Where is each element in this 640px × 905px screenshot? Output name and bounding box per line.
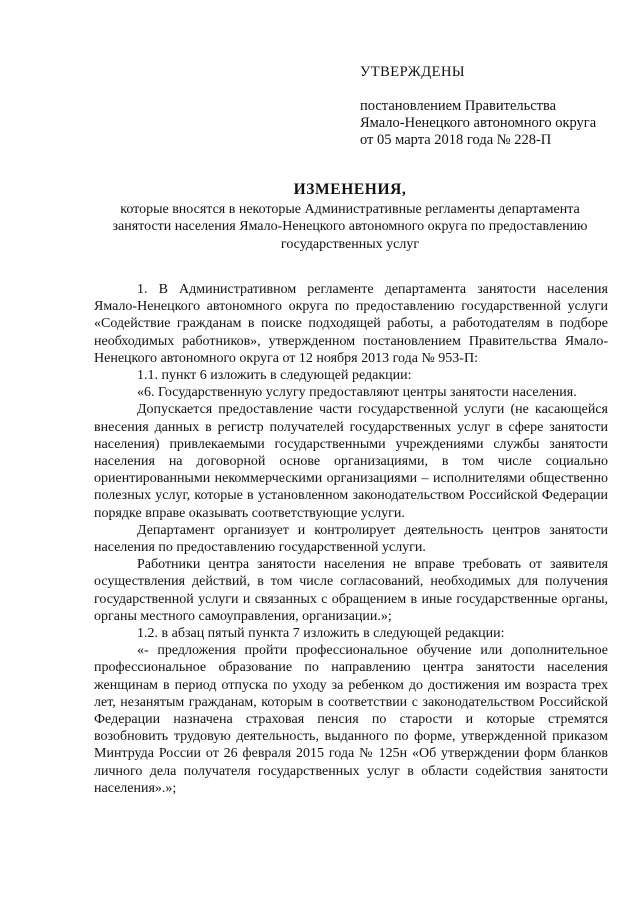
- paragraph-7: 1.2. в абзац пятый пункта 7 изложить в следующей редакции:: [137, 626, 505, 642]
- approval-line-3: от 05 марта 2018 года № 228-П: [360, 132, 552, 148]
- approval-line-2: Ямало-Ненецкого автономного округа: [360, 115, 597, 131]
- paragraph-8: «- предложения пройти профессиональное обучение или дополнительное профессиональное образование по направлению центра занятости населения женщинам в период отпуска по уходу за ребенком до достижения им возраста трех лет, незанятым гражданам, которым в соответствии с законодательством Российской Федерации назначена страховая пенсия по старости и которые стремятся возобновить трудовую деятельность, выданного по форме, утвержденной приказом Минтруда России от 26 февраля 2015 года № 125н «Об утверждении форм бланков личного дела получателя государственных услуг в области содействия занятости населения».»;: [94, 643, 608, 796]
- document-header: [100, 181, 600, 253]
- paragraph-2: 1.1. пункт 6 изложить в следующей редакции:: [137, 368, 412, 384]
- approval-title: УТВЕРЖДЕНЫ: [360, 64, 466, 80]
- approval-line-1: постановлением Правительства: [360, 98, 557, 114]
- document-subtitle: которые вносятся в некоторые Административные регламенты департамента занятости населения Ямало-Ненецкого автономного округа по предоставлению государственных услуг: [112, 201, 588, 252]
- approval-block: [360, 64, 620, 149]
- document-body: [94, 281, 608, 797]
- paragraph-4: Допускается предоставление части государственной услуги (не касающейся внесения данных в регистр получателей государственных услуг в сфере занятости населения) привлекаемыми государственными учреждениями службы занятости населения на договорной основе организациями, в том числе социально ориентированными некоммерческими организациями – исполнителями общественно полезных услуг, которые в установленном законодательством Российской Федерации порядке вправе оказывать соответствующие услуги.: [94, 402, 608, 521]
- document-title: ИЗМЕНЕНИЯ,: [293, 181, 407, 198]
- paragraph-5: Департамент организует и контролирует деятельность центров занятости населения по предоставлению государственной услуги.: [94, 522, 608, 556]
- paragraph-6: Работники центра занятости населения не вправе требовать от заявителя осуществления действий, в том числе согласований, необходимых для получения государственной услуги и связанных с обращением в иные государственные органы, органы местного самоуправления, организации.»;: [94, 557, 608, 624]
- paragraph-3: «6. Государственную услугу предоставляют центры занятости населения.: [137, 385, 577, 401]
- paragraph-1: 1. В Административном регламенте департамента занятости населения Ямало-Ненецкого автономного округа по предоставлению государственной услуги «Содействие гражданам в поиске подходящей работы, а работодателям в подборе необходимых работников», утвержденном постановлением Правительства Ямало-Ненецкого автономного округа от 12 ноября 2013 года № 953-П:: [94, 282, 608, 366]
